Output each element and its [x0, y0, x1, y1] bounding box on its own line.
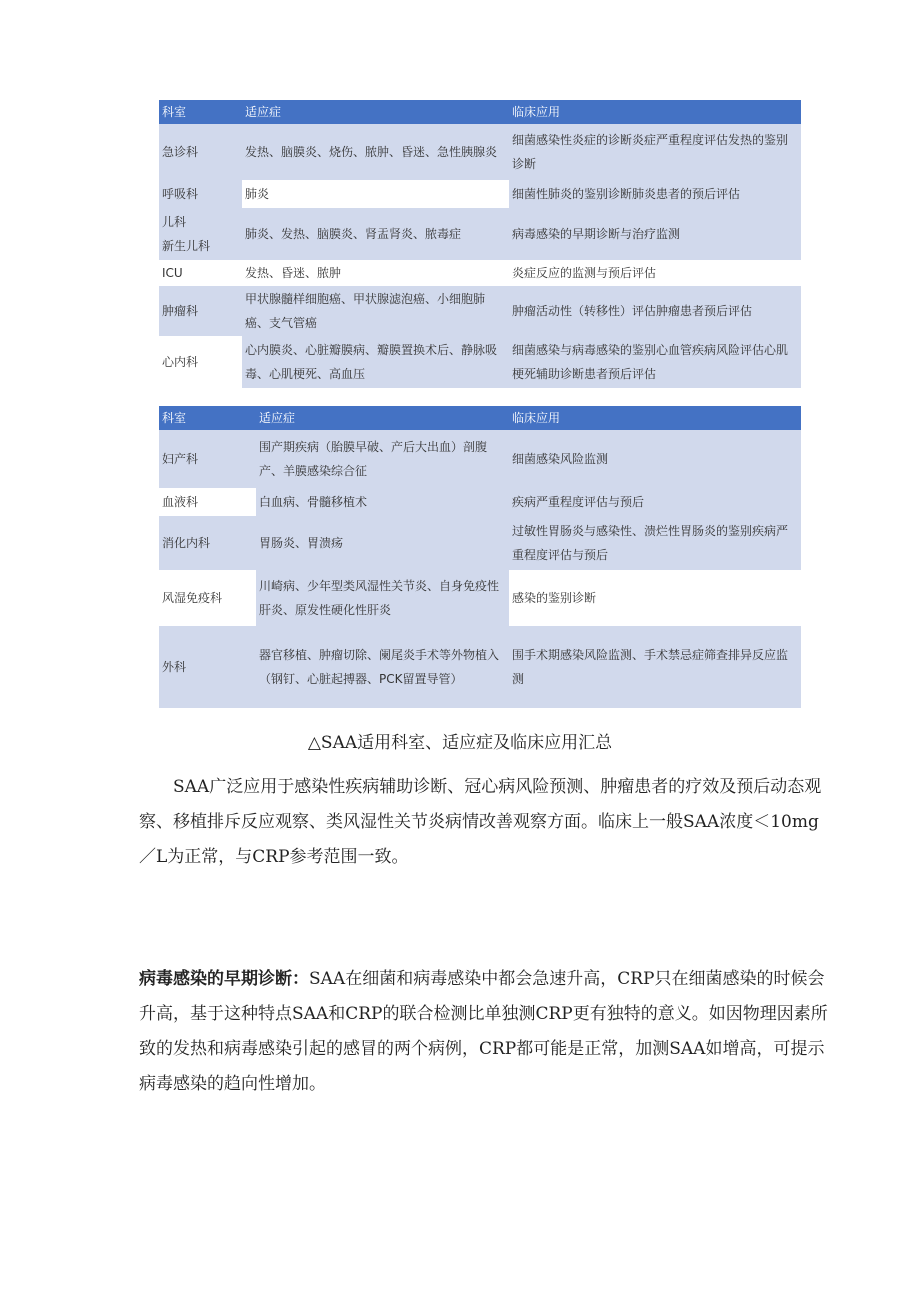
dept-cell: 急诊科 [159, 124, 242, 180]
header-indication: 适应症 [256, 406, 509, 430]
header-application: 临床应用 [509, 406, 801, 430]
dept-cell: 血液科 [159, 488, 256, 516]
table-header-row [159, 406, 801, 430]
header-application: 临床应用 [509, 100, 801, 124]
dept-cell: 外科 [159, 626, 256, 708]
table-row [159, 124, 801, 180]
table-row [159, 286, 801, 336]
section-body: SAA在细菌和病毒感染中都会急速升高，CRP只在细菌感染的时候会升高，基于这种特点SAA和CRP的联合检测比单独测CRP更有独特的意义。如因物理因素所致的发热和病毒感染引起的感冒的两个病例，CRP都可能是正常，加测SAA如增高，可提示病毒感染的趋向性增加。 [139, 969, 828, 1094]
dept-cell: 心内科 [159, 336, 242, 388]
application-cell: 过敏性胃肠炎与感染性、溃烂性胃肠炎的鉴别疾病严重程度评估与预后 [509, 516, 801, 570]
application-cell: 细菌性肺炎的鉴别诊断肺炎患者的预后评估 [509, 180, 801, 208]
table-indications-2 [159, 406, 801, 708]
application-cell: 炎症反应的监测与预后评估 [509, 260, 801, 286]
application-cell: 疾病严重程度评估与预后 [509, 488, 801, 516]
dept-cell: 妇产科 [159, 430, 256, 488]
indication-cell: 围产期疾病（胎膜早破、产后大出血）剖腹产、羊膜感染综合征 [256, 430, 509, 488]
header-dept: 科室 [159, 100, 242, 124]
table-row [159, 516, 801, 570]
indication-cell: 川崎病、少年型类风湿性关节炎、自身免疫性肝炎、原发性硬化性肝炎 [256, 570, 509, 626]
dept-cell: 肿瘤科 [159, 286, 242, 336]
table-row [159, 180, 801, 208]
dept-cell: 呼吸科 [159, 180, 242, 208]
header-dept: 科室 [159, 406, 256, 430]
application-cell: 细菌感染性炎症的诊断炎症严重程度评估发热的鉴别诊断 [509, 124, 801, 180]
application-cell: 细菌感染与病毒感染的鉴别心血管疾病风险评估心肌梗死辅助诊断患者预后评估 [509, 336, 801, 388]
dept-cell: ICU [159, 260, 242, 286]
indication-cell: 胃肠炎、胃溃疡 [256, 516, 509, 570]
paragraph-saa-applications: SAA广泛应用于感染性疾病辅助诊断、冠心病风险预测、肿瘤患者的疗效及预后动态观察、移植排斥反应观察、类风湿性关节炎病情改善观察方面。临床上一般SAA浓度＜10mg／L为正常，与CRP参考范围一致。 [139, 777, 822, 867]
table-row [159, 570, 801, 626]
application-cell: 细菌感染风险监测 [509, 430, 801, 488]
application-cell: 病毒感染的早期诊断与治疗监测 [509, 208, 801, 260]
section-heading: 病毒感染的早期诊断： [139, 969, 309, 989]
table-row [159, 626, 801, 708]
paragraph-viral-diagnosis [139, 962, 829, 1102]
table-row [159, 260, 801, 286]
indication-cell: 甲状腺髓样细胞癌、甲状腺滤泡癌、小细胞肺癌、支气管癌 [242, 286, 509, 336]
dept-cell: 风湿免疫科 [159, 570, 256, 626]
indication-cell: 器官移植、肿瘤切除、阑尾炎手术等外物植入（钢钉、心脏起搏器、PCK留置导管） [256, 626, 509, 708]
table-row [159, 430, 801, 488]
table-row [159, 336, 801, 388]
indication-cell: 发热、昏迷、脓肿 [242, 260, 509, 286]
table-row [159, 488, 801, 516]
indication-cell: 肺炎 [242, 180, 509, 208]
table-header-row [159, 100, 801, 124]
dept-cell: 消化内科 [159, 516, 256, 570]
indication-cell: 发热、脑膜炎、烧伤、脓肿、昏迷、急性胰腺炎 [242, 124, 509, 180]
application-cell: 围手术期感染风险监测、手术禁忌症筛查排异反应监测 [509, 626, 801, 708]
indication-cell: 白血病、骨髓移植术 [256, 488, 509, 516]
indication-cell: 肺炎、发热、脑膜炎、肾盂肾炎、脓毒症 [242, 208, 509, 260]
table-row [159, 208, 801, 260]
header-indication: 适应症 [242, 100, 509, 124]
table-caption: △SAA适用科室、适应症及临床应用汇总 [307, 733, 613, 753]
dept-cell: 儿科 新生儿科 [159, 208, 242, 260]
application-cell: 感染的鉴别诊断 [509, 570, 801, 626]
application-cell: 肿瘤活动性（转移性）评估肿瘤患者预后评估 [509, 286, 801, 336]
indication-cell: 心内膜炎、心脏瓣膜病、瓣膜置换术后、静脉吸毒、心肌梗死、高血压 [242, 336, 509, 388]
table-indications-1 [159, 100, 801, 388]
